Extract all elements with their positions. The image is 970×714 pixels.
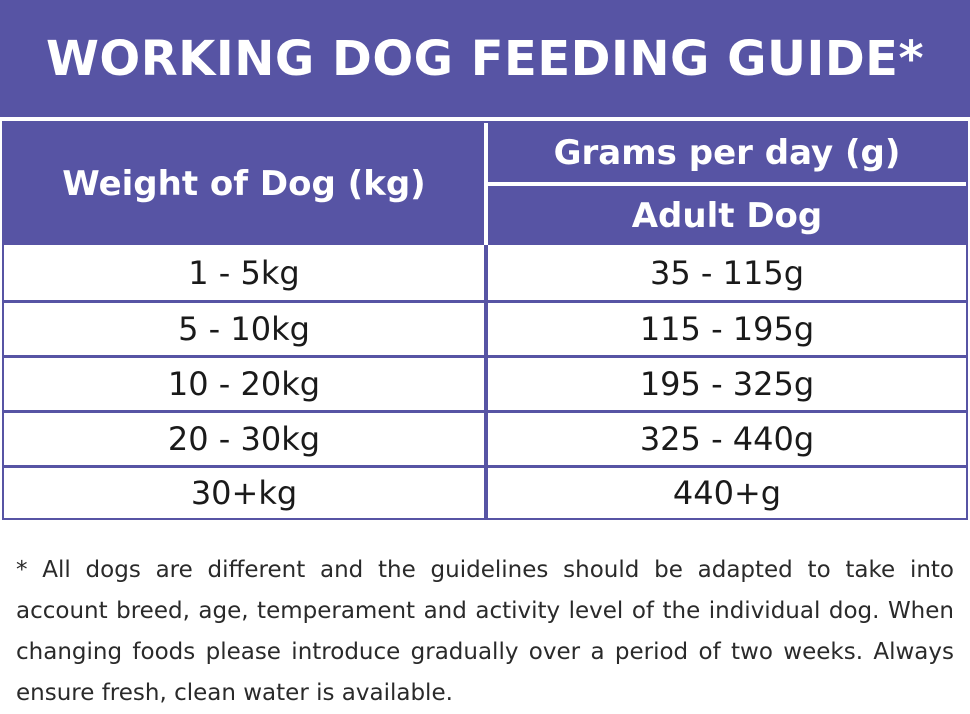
weight-cell: 30+kg — [190, 474, 298, 512]
weight-cell: 5 - 10kg — [178, 310, 310, 348]
header-grams-per-day: Grams per day (g) — [488, 123, 966, 182]
header-weight: Weight of Dog (kg) — [4, 123, 484, 245]
weight-cell: 20 - 30kg — [167, 420, 321, 458]
footnote: * All dogs are different and the guidelines should be adapted to take into account breed, age, temperament and activity level of the individual dog. When changing foods please introduce gradually over a period of two weeks. Always ensure fresh, clean water is available. — [16, 557, 954, 706]
grams-cell: 35 - 115g — [650, 254, 804, 292]
weight-cell: 10 - 20kg — [167, 365, 321, 403]
table-row — [4, 358, 966, 410]
weight-cell: 1 - 5kg — [188, 254, 300, 292]
grams-cell: 195 - 325g — [639, 365, 815, 403]
grams-cell: 440+g — [672, 474, 782, 512]
table-row — [4, 413, 966, 465]
grams-cell: 325 - 440g — [639, 420, 815, 458]
header-adult-dog: Adult Dog — [488, 186, 966, 245]
table-row — [4, 467, 966, 519]
grams-cell: 115 - 195g — [639, 310, 815, 348]
table-row — [4, 247, 966, 299]
feeding-table — [2, 121, 968, 520]
table-row — [4, 303, 966, 355]
page-title: WORKING DOG FEEDING GUIDE* — [0, 0, 970, 117]
